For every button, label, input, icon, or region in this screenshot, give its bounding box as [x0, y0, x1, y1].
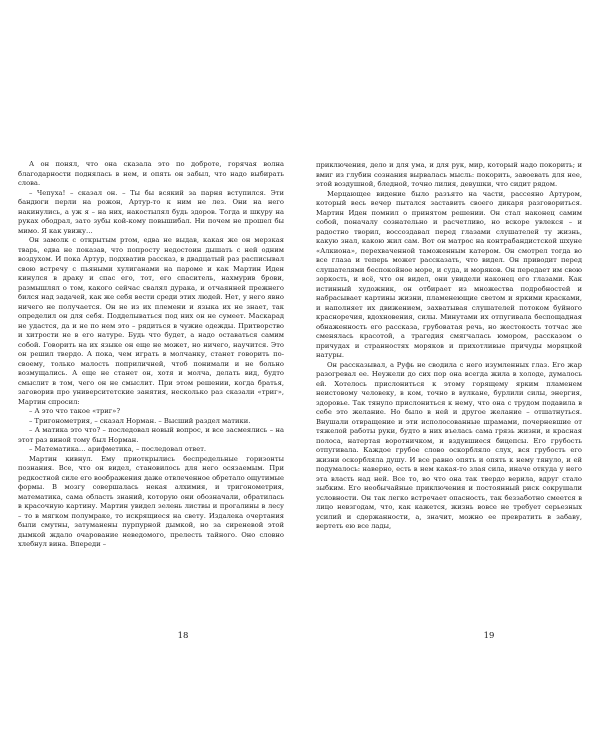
right-page	[316, 161, 582, 621]
paragraph: Он замолк с открытым ртом, едва не выдав, какая же он мерзкая тварь, едва не показав, что попросту недостоин дышать с ней одним воздухом. И пока Артур, подхватив рассказ, в двадцатый раз расписывал свою встречу с пьяными хулиганами на пароме и как Мартин Иден кинулся в драку и спас его, тот, его спаситель, нахмурив брови, размышлял о том, какого сейчас свалял дурака, и отчаянней прежнего бился над задачей, как же себя вести среди этих людей. Нет, у него явно ничего не получается. Он не из их племени и языка их не знает, так определил он для себя. Подделываться под них он не сумеет. Маскарад не удастся, да и не по нем это – рядиться в чужие одежды. Притворство и хитрости не в его натуре. Будь что будет, а надо оставаться самим собой. Говорить на их языке он еще не может, но ничего, научится. Это он решил твердо. А пока, чем играть в молчанку, станет говорить по-своему, только малость поприличней, чтоб понимали и не больно возмущались. А еще не станет он, хотя и молча, делать вид, будто смыслит в том, чего он не смыслит. При этом решении, когда братья, заговорив про университетские занятия, несколько раз сказали «триг», Мартин спросил:	[18, 236, 284, 406]
paragraph: – Математика… арифметика, – последовал ответ.	[29, 445, 207, 453]
paragraph: – Тригонометрия, – сказал Норман. – Высший раздел матики.	[29, 416, 251, 425]
paragraph: – А матика это что? – последовал новый вопрос, и все засмеялись – на этот раз виной тому был Норман.	[18, 426, 284, 444]
paragraph: А он понял, что она сказала это по доброте, горячая волна благодарности поднялась в нем, и опять он забыл, что надо выбирать слова.	[18, 160, 284, 187]
page-number-left: 18	[177, 631, 189, 641]
left-page	[18, 160, 284, 620]
paragraph: – А это что такое «триг»?	[29, 407, 121, 415]
page-number-right: 19	[483, 631, 495, 641]
paragraph: Мерцающее видение было разъято на части, рассеяно Артуром, который весь вечер пытался заставить своего дикаря разговориться. Мартин Иден помнил о принятом решении. Он стал наконец самим собой, поначалу сознательно и расчетливо, но вскоре увлекся – и радостно творил, воссоздавал перед глазами слушателей ту жизнь, какую знал, какою жил сам. Вот он матрос на контрабандистской шхуне «Алкиона», перехваченной таможенным катером. Он смотрел тогда во все глаза и теперь может рассказать, что видел. Он приводит перед слушателями беспокойное море, и суда, и моряков. Он передает им свою зоркость, и всё, что он видел, они увидели наконец его глазами. Как истинный художник, он отбирает из множества подробностей и набрасывает картины жизни, пламенеющие светом и яркими красками, и наполняет их движением, захватывая слушателей потоком буйного красноречия, вдохновения, силы. Минутами их отпугивала беспощадная обнаженность его рассказа, грубоватая речь, но жестокость тотчас же сменялась красотой, а трагедия смягчалась юмором, рассказом о причудах и странностях моряков и прихотливые причуды моряцкой натуры.	[316, 189, 582, 359]
paragraph: Он рассказывал, а Руфь не сводила с него изумленных глаз. Его жар разогревал ее. Неужели до сих пор она всегда жила в холоде, думалось ей. Хотелось прислониться к этому горящему ярким пламенем неистовому человеку, в ком, точно в вулкане, бурлили силы, энергия, здоровье. Так тянуло прислониться к нему, что она с трудом подавила в себе это желание. Но было в ней и другое желание – отшатнуться. Внушали отвращение и эти исполосованные шрамами, почерневшие от тяжелой работы руки, будто в них въелась сама грязь жизни, и красная полоса, натертая воротничком, и вздувшиеся бицепсы. Его грубость отпугивала. Каждое грубое слово оскорбляло слух, вся грубость его жизни оскорбляла душу. И все равно опять и опять к нему тянуло, и ей подумалось: наверно, есть в нем какая-то злая сила, иначе откуда у него эта власть над ней. Все то, во что она так твердо верила, вдруг стало зыбким. Его необычайные приключения и постоянный риск сокрушали условности. Он так легко встречает опасность, так беззаботно смеется в лицо невзгодам, что, как кажется, жизнь вовсе не требует серьезных усилий и сдержанности, а, значит, можно ее превратить в забаву, вертеть ею все лады,	[316, 360, 582, 530]
paragraph: приключения, дело и для ума, и для рук, мир, который надо покорить; и вмиг из глубин сознания вырвалась мысль: покорить, завоевать для нее, этой воздушной, бледной, точно лилия, девушки, что сидит рядом.	[316, 161, 582, 188]
paragraph: Мартин кивнул. Ему приоткрылись беспредельные горизонты познания. Все, что он видел, становилось для него осязаемым. При редкостной силе его воображения даже отвлеченное обретало ощутимые формы. В мозгу совершалась некая алхимия, и тригонометрия, математика, сама область знаний, которую они обозначали, обратилась в красочную картину. Мартин увидел зелень листвы и прогалины в лесу – то в мягком полумраке, то искрящиеся на свету. Издалека очертания были смутны, затуманены пурпурной дымкой, но за сиреневой этой дымкой ждало очарование неведомого, прелесть тайного. Оно словно хлебнул вина. Впереди –	[18, 454, 284, 548]
paragraph: – Чепуха! – сказал он. – Ты бы всякий за парня вступился. Эти бандюги перли на рожон, Артур-то к ним не лез. Они на него накинулись, а уж я – на них, накостылял будь здоров. Тогда и шкуру на руках ободрал, зато зубы кой-кому повышибал. Ни почем не прошел бы мимо. Я как увижу…	[18, 188, 284, 235]
